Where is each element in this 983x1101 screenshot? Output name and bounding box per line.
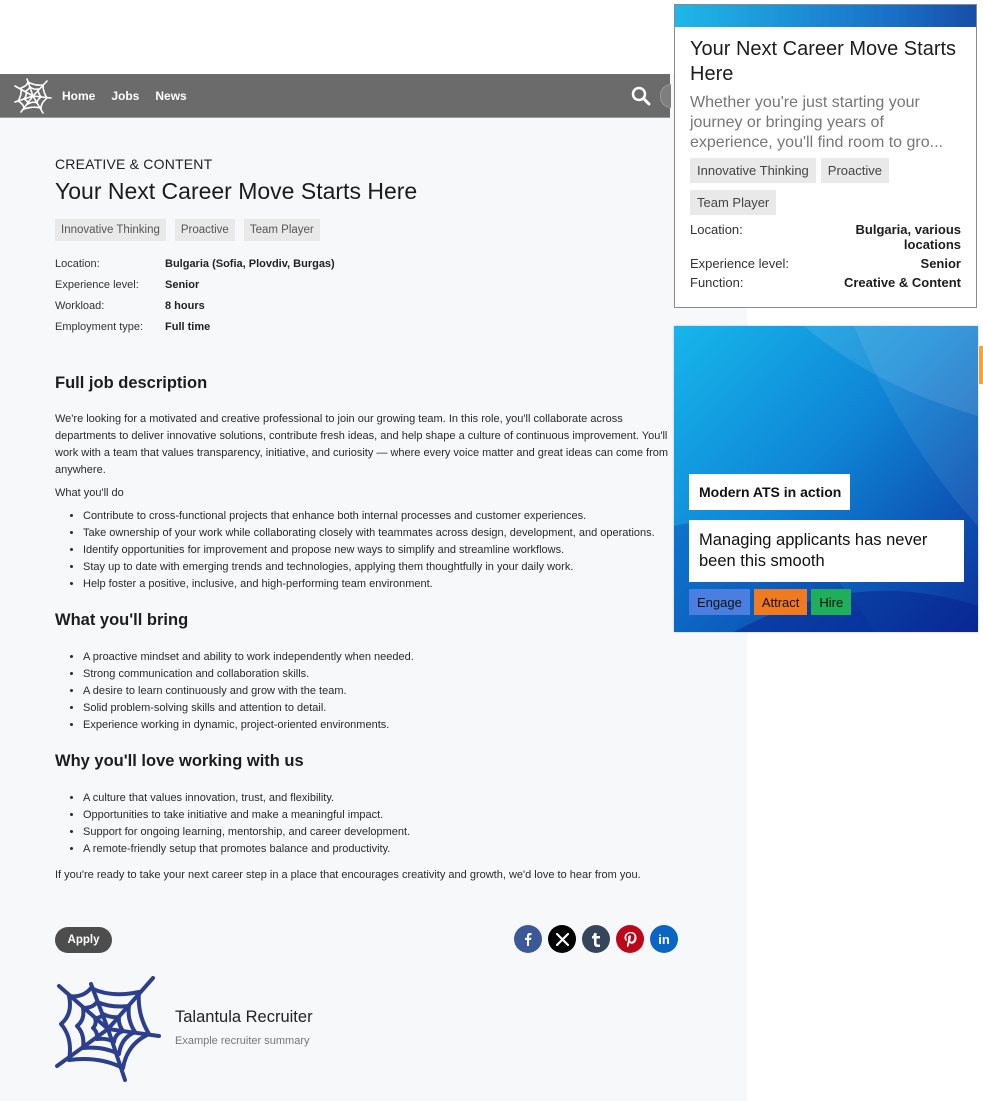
search-icon[interactable] <box>631 86 651 106</box>
list-item: • Opportunities to take initiative and make a meaningful impact. <box>83 807 680 824</box>
card-row-function <box>690 273 961 292</box>
pinterest-share-icon[interactable] <box>616 925 644 953</box>
love-heading: Why you'll love working with us <box>55 752 304 770</box>
job-content <box>55 150 680 884</box>
facebook-share-icon[interactable] <box>514 925 542 953</box>
card-meta <box>690 220 961 292</box>
card-row-value: Senior <box>920 256 961 271</box>
card-row-experience <box>690 254 961 273</box>
recruiter-summary: Example recruiter summary <box>175 1035 310 1047</box>
promo-badge: Modern ATS in action <box>689 474 850 510</box>
description-heading: Full job description <box>55 374 208 392</box>
x-share-icon[interactable] <box>548 925 576 953</box>
job-preview-card[interactable] <box>674 4 977 308</box>
what-you-do-list <box>55 508 680 593</box>
meta-experience <box>55 274 680 295</box>
top-navbar <box>0 74 670 118</box>
card-tag: Team Player <box>690 190 776 215</box>
list-item: • Take ownership of your work while collaborating closely with teammates across design, development, and operations. <box>83 525 680 542</box>
card-title: Your Next Career Move Starts Here <box>690 38 957 85</box>
pill-attract[interactable]: Attract <box>754 589 808 615</box>
meta-employment-type <box>55 316 680 337</box>
job-tag: Innovative Thinking <box>55 219 166 241</box>
card-row-value: Creative & Content <box>843 275 961 290</box>
job-tag: Proactive <box>175 219 235 241</box>
card-banner <box>675 5 976 27</box>
what-you-do-label: What you'll do <box>55 487 124 499</box>
outro-text: If you're ready to take your next career step in a place that encourages creativity and growth, we'd love to hear from you. <box>55 869 641 881</box>
job-category: CREATIVE & CONTENT <box>55 156 213 172</box>
card-row-label: Experience level: <box>690 256 789 271</box>
list-item: • A culture that values innovation, trust, and flexibility. <box>83 790 680 807</box>
linkedin-glyph: in <box>658 931 670 947</box>
list-item: • A desire to learn continuously and grow with the team. <box>83 683 680 700</box>
spiderweb-logo-icon[interactable] <box>13 76 53 116</box>
meta-value: 8 hours <box>165 299 205 312</box>
bring-heading: What you'll bring <box>55 611 189 629</box>
meta-label: Location: <box>55 257 100 270</box>
list-item: • Contribute to cross-functional projects that enhance both internal processes and customer experiences. <box>83 508 680 525</box>
job-title: Your Next Career Move Starts Here <box>55 178 418 204</box>
list-item: • Support for ongoing learning, mentorship, and career development. <box>83 824 680 841</box>
meta-label: Experience level: <box>55 278 139 291</box>
card-tag: Proactive <box>821 158 889 183</box>
meta-label: Employment type: <box>55 320 144 333</box>
list-item: • Experience working in dynamic, project-oriented environments. <box>83 717 680 734</box>
meta-workload <box>55 295 680 316</box>
list-item: • A remote-friendly setup that promotes balance and productivity. <box>83 841 680 858</box>
promo-pills <box>689 589 851 615</box>
pill-hire[interactable]: Hire <box>811 589 851 615</box>
nav-jobs[interactable]: Jobs <box>111 88 140 103</box>
meta-value: Bulgaria (Sofia, Plovdiv, Burgas) <box>165 257 335 270</box>
card-row-label: Function: <box>690 275 744 290</box>
love-list <box>55 790 680 858</box>
list-item: • Solid problem-solving skills and attention to detail. <box>83 700 680 717</box>
bring-list <box>55 649 680 734</box>
tumblr-share-icon[interactable] <box>582 925 610 953</box>
meta-value: Full time <box>165 320 211 333</box>
pill-engage[interactable]: Engage <box>689 589 750 615</box>
recruiter-name[interactable]: Talantula Recruiter <box>175 1008 313 1026</box>
promo-banner[interactable] <box>674 326 978 632</box>
list-item: • A proactive mindset and ability to work independently when needed. <box>83 649 680 666</box>
meta-label: Workload: <box>55 299 105 312</box>
recruiter-avatar-spiderweb-icon <box>55 976 161 1082</box>
nav-news[interactable]: News <box>155 88 187 103</box>
meta-location <box>55 253 680 274</box>
list-item: • Stay up to date with emerging trends and technologies, applying them thoughtfully in your daily work. <box>83 559 680 576</box>
share-buttons <box>514 925 678 953</box>
job-meta <box>55 253 680 337</box>
card-tags <box>690 158 961 215</box>
list-item: • Strong communication and collaboration skills. <box>83 666 680 683</box>
card-row-value: Bulgaria, various locations <box>855 222 961 252</box>
apply-button[interactable]: Apply <box>55 927 112 953</box>
job-tags <box>55 219 680 241</box>
meta-value: Senior <box>165 278 200 291</box>
promo-headline: Managing applicants has never been this smooth <box>689 520 964 582</box>
description-text: We're looking for a motivated and creative professional to join our growing team. In this role, you'll collaborate across departments to deliver innovative solutions, contribute fresh ideas, and help shape a culture of continuous improvement. You'll work with a team that values transparency, initiative, and curiosity — where every voice matter and great ideas can come from anywhere. <box>55 413 669 476</box>
card-tag: Innovative Thinking <box>690 158 816 183</box>
job-tag: Team Player <box>244 219 320 241</box>
list-item: • Identify opportunities for improvement and propose new ways to simplify and streamline workflows. <box>83 542 680 559</box>
card-description: Whether you're just starting your journey or bringing years of experience, you'll find room to gro... <box>690 94 943 151</box>
card-row-label: Location: <box>690 222 743 237</box>
side-tab-edge[interactable] <box>979 346 983 384</box>
card-row-location <box>690 220 961 254</box>
nav-home[interactable]: Home <box>62 88 96 103</box>
list-item: • Help foster a positive, inclusive, and high-performing team environment. <box>83 576 680 593</box>
linkedin-share-icon[interactable] <box>650 925 678 953</box>
